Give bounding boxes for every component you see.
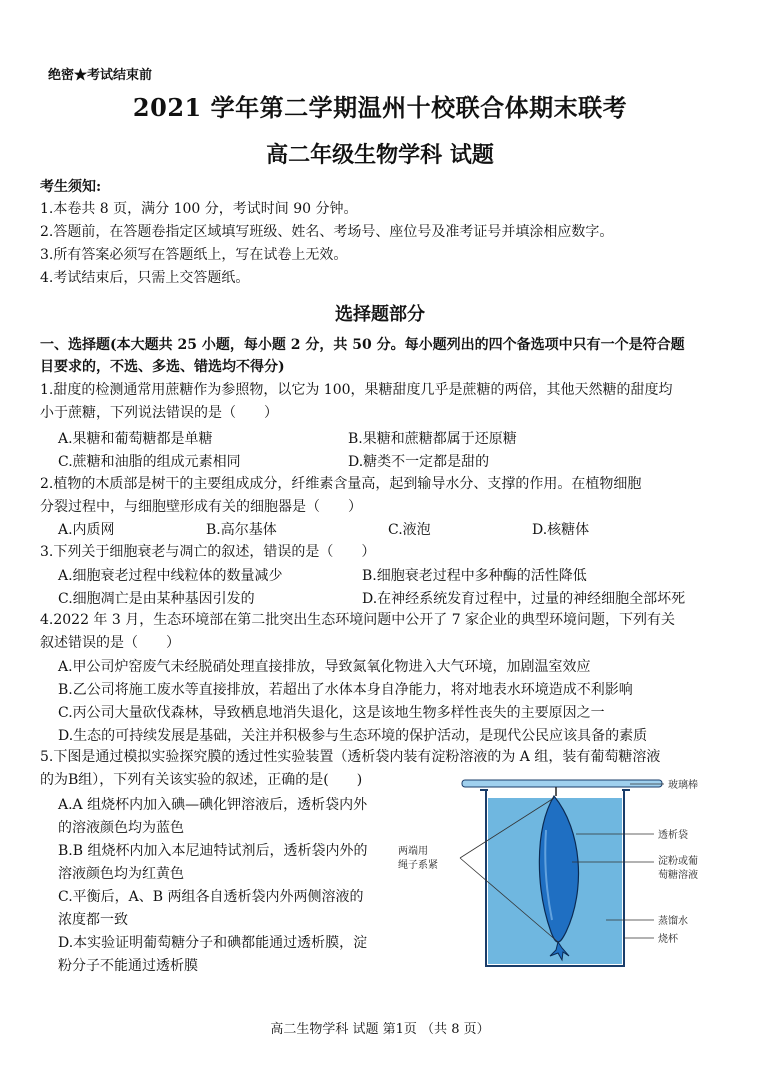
question-1-option-d: D.糖类不一定都是甜的 xyxy=(348,454,490,470)
question-5-stem: 5.下图是通过模拟实验探究膜的透过性实验装置（透析袋内装有淀粉溶液的为 A 组，装有葡萄糖溶液 xyxy=(40,749,661,765)
label-distilled-water: 蒸馏水 xyxy=(658,916,688,927)
label-glass-rod: 玻璃棒 xyxy=(668,780,698,791)
question-3-option-a: A.细胞衰老过程中线粒体的数量减少 xyxy=(58,568,283,584)
label-string: 两端用 xyxy=(398,846,428,857)
question-5-option-a-cont: 的溶液颜色均为蓝色 xyxy=(58,820,184,836)
question-1-option-c: C.蔗糖和油脂的组成元素相同 xyxy=(58,454,241,470)
question-5-option-d-cont: 粉分子不能通过透析膜 xyxy=(58,958,198,974)
question-3-option-b: B.细胞衰老过程中多种酶的活性降低 xyxy=(362,568,587,584)
question-5-option-b: B.B 组烧杯内加入本尼迪特试剂后，透析袋内外的 xyxy=(58,843,368,859)
notice-item: 3.所有答案必须写在答题纸上，写在试卷上无效。 xyxy=(40,247,348,263)
question-1-option-a: A.果糖和葡萄糖都是单糖 xyxy=(58,431,213,447)
notice-item: 1.本卷共 8 页，满分 100 分，考试时间 90 分钟。 xyxy=(40,201,358,217)
label-string-cont: 绳子系紧 xyxy=(398,860,438,871)
page-footer: 高二生物学科 试题 第1页 （共 8 页） xyxy=(270,1022,490,1037)
question-4-option-b: B.乙公司将施工废水等直接排放，若超出了水体本身自净能力，将对地表水环境造成不利影响 xyxy=(58,682,633,698)
glass-rod xyxy=(462,780,662,787)
question-5-option-c: C.平衡后，A、B 两组各自透析袋内外两侧溶液的 xyxy=(58,889,364,905)
question-4-option-d: D.生态的可持续发展是基础，关注并积极参与生态环境的保护活动，是现代公民应该具备的素质 xyxy=(58,728,648,744)
question-4-option-a: A.甲公司炉窑废气未经脱硝处理直接排放，导致氮氧化物进入大气环境，加剧温室效应 xyxy=(58,659,591,675)
question-2-option-d: D.核糖体 xyxy=(532,522,590,538)
confidential-mark: 绝密★考试结束前 xyxy=(48,68,153,83)
question-5-option-b-cont: 溶液颜色均为红黄色 xyxy=(58,866,184,882)
question-5-option-d: D.本实验证明葡萄糖分子和碘都能通过透析膜，淀 xyxy=(58,935,368,951)
question-2-option-b: B.高尔基体 xyxy=(206,522,277,538)
label-solution: 淀粉或葡 xyxy=(658,856,698,867)
section-title: 选择题部分 xyxy=(335,304,425,325)
question-2-stem: 2.植物的木质部是树干的主要组成成分，纤维素含量高，起到输导水分、支撑的作用。在植物细胞 xyxy=(40,476,642,492)
part-intro-line: 目要求的，不选、多选、错选均不得分) xyxy=(40,359,285,375)
question-3-option-c: C.细胞凋亡是由某种基因引发的 xyxy=(58,591,255,607)
question-5-option-a: A.A 组烧杯内加入碘—碘化钾溶液后，透析袋内外 xyxy=(58,797,368,813)
question-5-option-c-cont: 浓度都一致 xyxy=(58,912,128,928)
exam-subtitle: 高二年级生物学科 试题 xyxy=(266,142,494,168)
part-intro-line: 一、选择题(本大题共 25 小题，每小题 2 分，共 50 分。每小题列出的四个备选项中只有一个是符合题 xyxy=(40,337,685,353)
notice-heading: 考生须知: xyxy=(40,179,102,195)
question-4-option-c: C.丙公司大量砍伐森林，导致栖息地消失退化，这是该地生物多样性丧失的主要原因之一 xyxy=(58,705,605,721)
question-2-stem: 分裂过程中，与细胞壁形成有关的细胞器是（ ） xyxy=(40,499,362,515)
question-1-stem: 小于蔗糖，下列说法错误的是（ ） xyxy=(40,405,278,421)
question-2-option-c: C.液泡 xyxy=(388,522,431,538)
question-2-option-a: A.内质网 xyxy=(58,522,115,538)
exam-title: 2021 学年第二学期温州十校联合体期末联考 xyxy=(132,93,628,122)
question-4-stem: 叙述错误的是（ ） xyxy=(40,635,180,651)
question-1-stem: 1.甜度的检测通常用蔗糖作为参照物，以它为 100，果糖甜度几乎是蔗糖的两倍，其他天然糖的甜度均 xyxy=(40,382,673,398)
question-5-stem: 的为B组），下列有关该实验的叙述，正确的是( ) xyxy=(40,772,363,788)
question-1-option-b: B.果糖和蔗糖都属于还原糖 xyxy=(348,431,517,447)
question-3-stem: 3.下列关于细胞衰老与凋亡的叙述，错误的是（ ） xyxy=(40,544,376,560)
label-beaker: 烧杯 xyxy=(658,934,678,945)
label-solution-cont: 萄糖溶液 xyxy=(658,870,698,881)
notice-item: 4.考试结束后，只需上交答题纸。 xyxy=(40,270,250,286)
question-4-stem: 4.2022 年 3 月，生态环境部在第二批突出生态环境问题中公开了 7 家企业的典型环境问题，下列有关 xyxy=(40,612,676,628)
question-3-option-d: D.在神经系统发育过程中，过量的神经细胞全部坏死 xyxy=(362,591,686,607)
dialysis-apparatus-figure xyxy=(396,770,726,970)
notice-item: 2.答题前，在答题卷指定区域填写班级、姓名、考场号、座位号及准考证号并填涂相应数字。 xyxy=(40,224,614,240)
label-dialysis-bag: 透析袋 xyxy=(658,830,688,841)
